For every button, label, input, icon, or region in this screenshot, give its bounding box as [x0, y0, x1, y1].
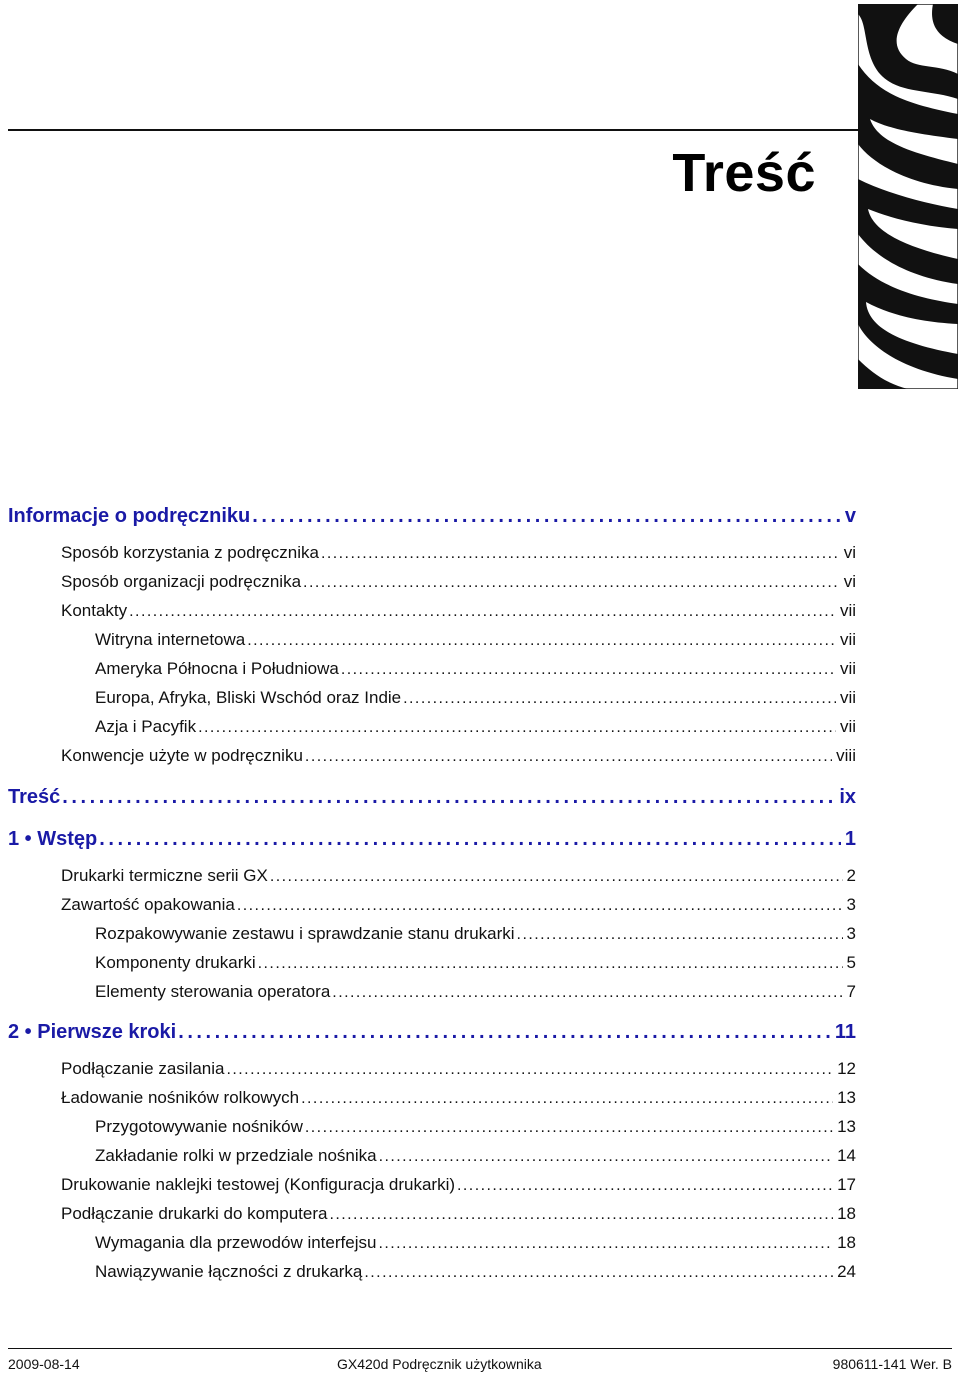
toc-entry[interactable] — [61, 601, 856, 621]
dot-leader — [341, 661, 836, 679]
toc-entry-page: 5 — [846, 953, 856, 972]
toc-entry[interactable] — [61, 866, 856, 886]
toc-entry[interactable] — [95, 1117, 856, 1137]
toc-entry-page: 3 — [846, 924, 856, 943]
toc-entry-title: Zawartość opakowania — [61, 895, 235, 914]
toc-entry[interactable] — [95, 1262, 856, 1282]
dot-leader — [364, 1264, 833, 1282]
toc-entry-page: 13 — [837, 1117, 856, 1136]
dot-leader — [329, 1206, 833, 1224]
toc-entry-page: vii — [839, 717, 856, 736]
toc-entry-page: viii — [836, 746, 856, 765]
toc-entry-title: Azja i Pacyfik — [95, 717, 197, 736]
dot-leader — [129, 603, 836, 621]
toc-entry-page: vi — [843, 572, 856, 591]
footer-part-number: 980611-141 Wer. B — [832, 1356, 952, 1372]
toc-entry[interactable] — [8, 1021, 856, 1044]
dot-leader — [227, 1061, 834, 1079]
toc-entry[interactable] — [95, 688, 856, 708]
dot-leader — [258, 955, 843, 973]
toc-entry[interactable] — [8, 828, 856, 851]
toc-entry-title: Europa, Afryka, Bliski Wschód oraz Indie — [95, 688, 402, 707]
dot-leader — [403, 690, 836, 708]
toc-entry-title: Drukowanie naklejki testowej (Konfiguracja drukarki) — [61, 1175, 456, 1194]
footer-rule — [8, 1348, 952, 1349]
toc-entry-page: vii — [839, 688, 856, 707]
dot-leader — [379, 1148, 833, 1166]
toc-entry-page: 18 — [837, 1233, 856, 1252]
toc-entry[interactable] — [95, 1146, 856, 1166]
toc-entry-title: Informacje o podręczniku — [8, 505, 251, 527]
toc-entry-title: Witryna internetowa — [95, 630, 246, 649]
toc-entry[interactable] — [61, 1088, 856, 1108]
dot-leader — [378, 1235, 833, 1253]
toc-entry-page: vii — [839, 630, 856, 649]
toc-entry-page: 1 — [844, 828, 856, 850]
toc-entry[interactable] — [95, 924, 856, 944]
dot-leader — [457, 1177, 833, 1195]
dot-leader — [321, 545, 840, 563]
toc-entry[interactable] — [95, 630, 856, 650]
toc-entry-page: vi — [843, 543, 856, 562]
toc-entry-title: Sposób organizacji podręcznika — [61, 572, 302, 591]
dot-leader — [62, 786, 835, 809]
toc-entry-page: vii — [839, 659, 856, 678]
dot-leader — [332, 984, 842, 1002]
toc-entry-title: Kontakty — [61, 601, 128, 620]
dot-leader — [517, 926, 843, 944]
toc-entry-page: v — [844, 505, 856, 527]
dot-leader — [237, 897, 843, 915]
toc-entry[interactable] — [95, 982, 856, 1002]
toc-entry[interactable] — [95, 1233, 856, 1253]
dot-leader — [99, 828, 841, 851]
toc-entry-title: Komponenty drukarki — [95, 953, 256, 972]
toc-entry-title: Przygotowywanie nośników — [95, 1117, 303, 1136]
toc-entry[interactable] — [95, 953, 856, 973]
toc-entry-page: 7 — [846, 982, 856, 1001]
toc-entry-title: Sposób korzystania z podręcznika — [61, 543, 319, 562]
toc-entry-page: 11 — [834, 1021, 856, 1043]
toc-entry-page: 18 — [837, 1204, 856, 1223]
toc-entry-title: Nawiązywanie łączności z drukarką — [95, 1262, 363, 1281]
toc-entry[interactable] — [61, 1175, 856, 1195]
toc-entry-title: Konwencje użyte w podręczniku — [61, 746, 303, 765]
dot-leader — [305, 748, 832, 766]
dot-leader — [270, 868, 843, 886]
toc-entry-page: 12 — [837, 1059, 856, 1078]
footer-date: 2009-08-14 — [8, 1356, 80, 1372]
toc-entry-title: Ładowanie nośników rolkowych — [61, 1088, 300, 1107]
footer-document-title: GX420d Podręcznik użytkownika — [337, 1356, 542, 1372]
dot-leader — [301, 1090, 833, 1108]
dot-leader — [247, 632, 836, 650]
toc-entry-page: 24 — [837, 1262, 856, 1281]
toc-entry-title: Drukarki termiczne serii GX — [61, 866, 268, 885]
dot-leader — [178, 1021, 831, 1044]
dot-leader — [252, 505, 841, 528]
toc-entry[interactable] — [61, 895, 856, 915]
toc-entry-title: Treść — [8, 786, 61, 808]
toc-entry-title: Rozpakowywanie zestawu i sprawdzanie stanu drukarki — [95, 924, 515, 943]
toc-entry-page: 17 — [837, 1175, 856, 1194]
toc-entry-title: Elementy sterowania operatora — [95, 982, 331, 1001]
toc-entry-title: Podłączanie drukarki do komputera — [61, 1204, 328, 1223]
toc-entry-title: 1 • Wstęp — [8, 828, 98, 850]
dot-leader — [303, 574, 840, 592]
toc-entry[interactable] — [8, 505, 856, 528]
toc-entry[interactable] — [95, 717, 856, 737]
toc-entry-page: 13 — [837, 1088, 856, 1107]
dot-leader — [198, 719, 836, 737]
toc-entry-page: 14 — [837, 1146, 856, 1165]
toc-entry-page: ix — [839, 786, 856, 808]
toc-entry[interactable] — [61, 572, 856, 592]
toc-entry-page: 3 — [846, 895, 856, 914]
toc-entry-title: Podłączanie zasilania — [61, 1059, 225, 1078]
toc-entry-title: Ameryka Północna i Południowa — [95, 659, 339, 678]
dot-leader — [305, 1119, 833, 1137]
toc-entry[interactable] — [61, 543, 856, 563]
toc-entry[interactable] — [61, 1059, 856, 1079]
page-title: Treść — [672, 143, 816, 203]
toc-entry-title: 2 • Pierwsze kroki — [8, 1021, 177, 1043]
toc-entry[interactable] — [8, 786, 856, 809]
toc-entry[interactable] — [61, 1204, 856, 1224]
toc-entry-title: Zakładanie rolki w przedziale nośnika — [95, 1146, 377, 1165]
toc-entry-page: 2 — [846, 866, 856, 885]
toc-entry-page: vii — [839, 601, 856, 620]
toc-entry-title: Wymagania dla przewodów interfejsu — [95, 1233, 377, 1252]
toc-entry[interactable] — [95, 659, 856, 679]
toc-entry[interactable] — [61, 746, 856, 766]
